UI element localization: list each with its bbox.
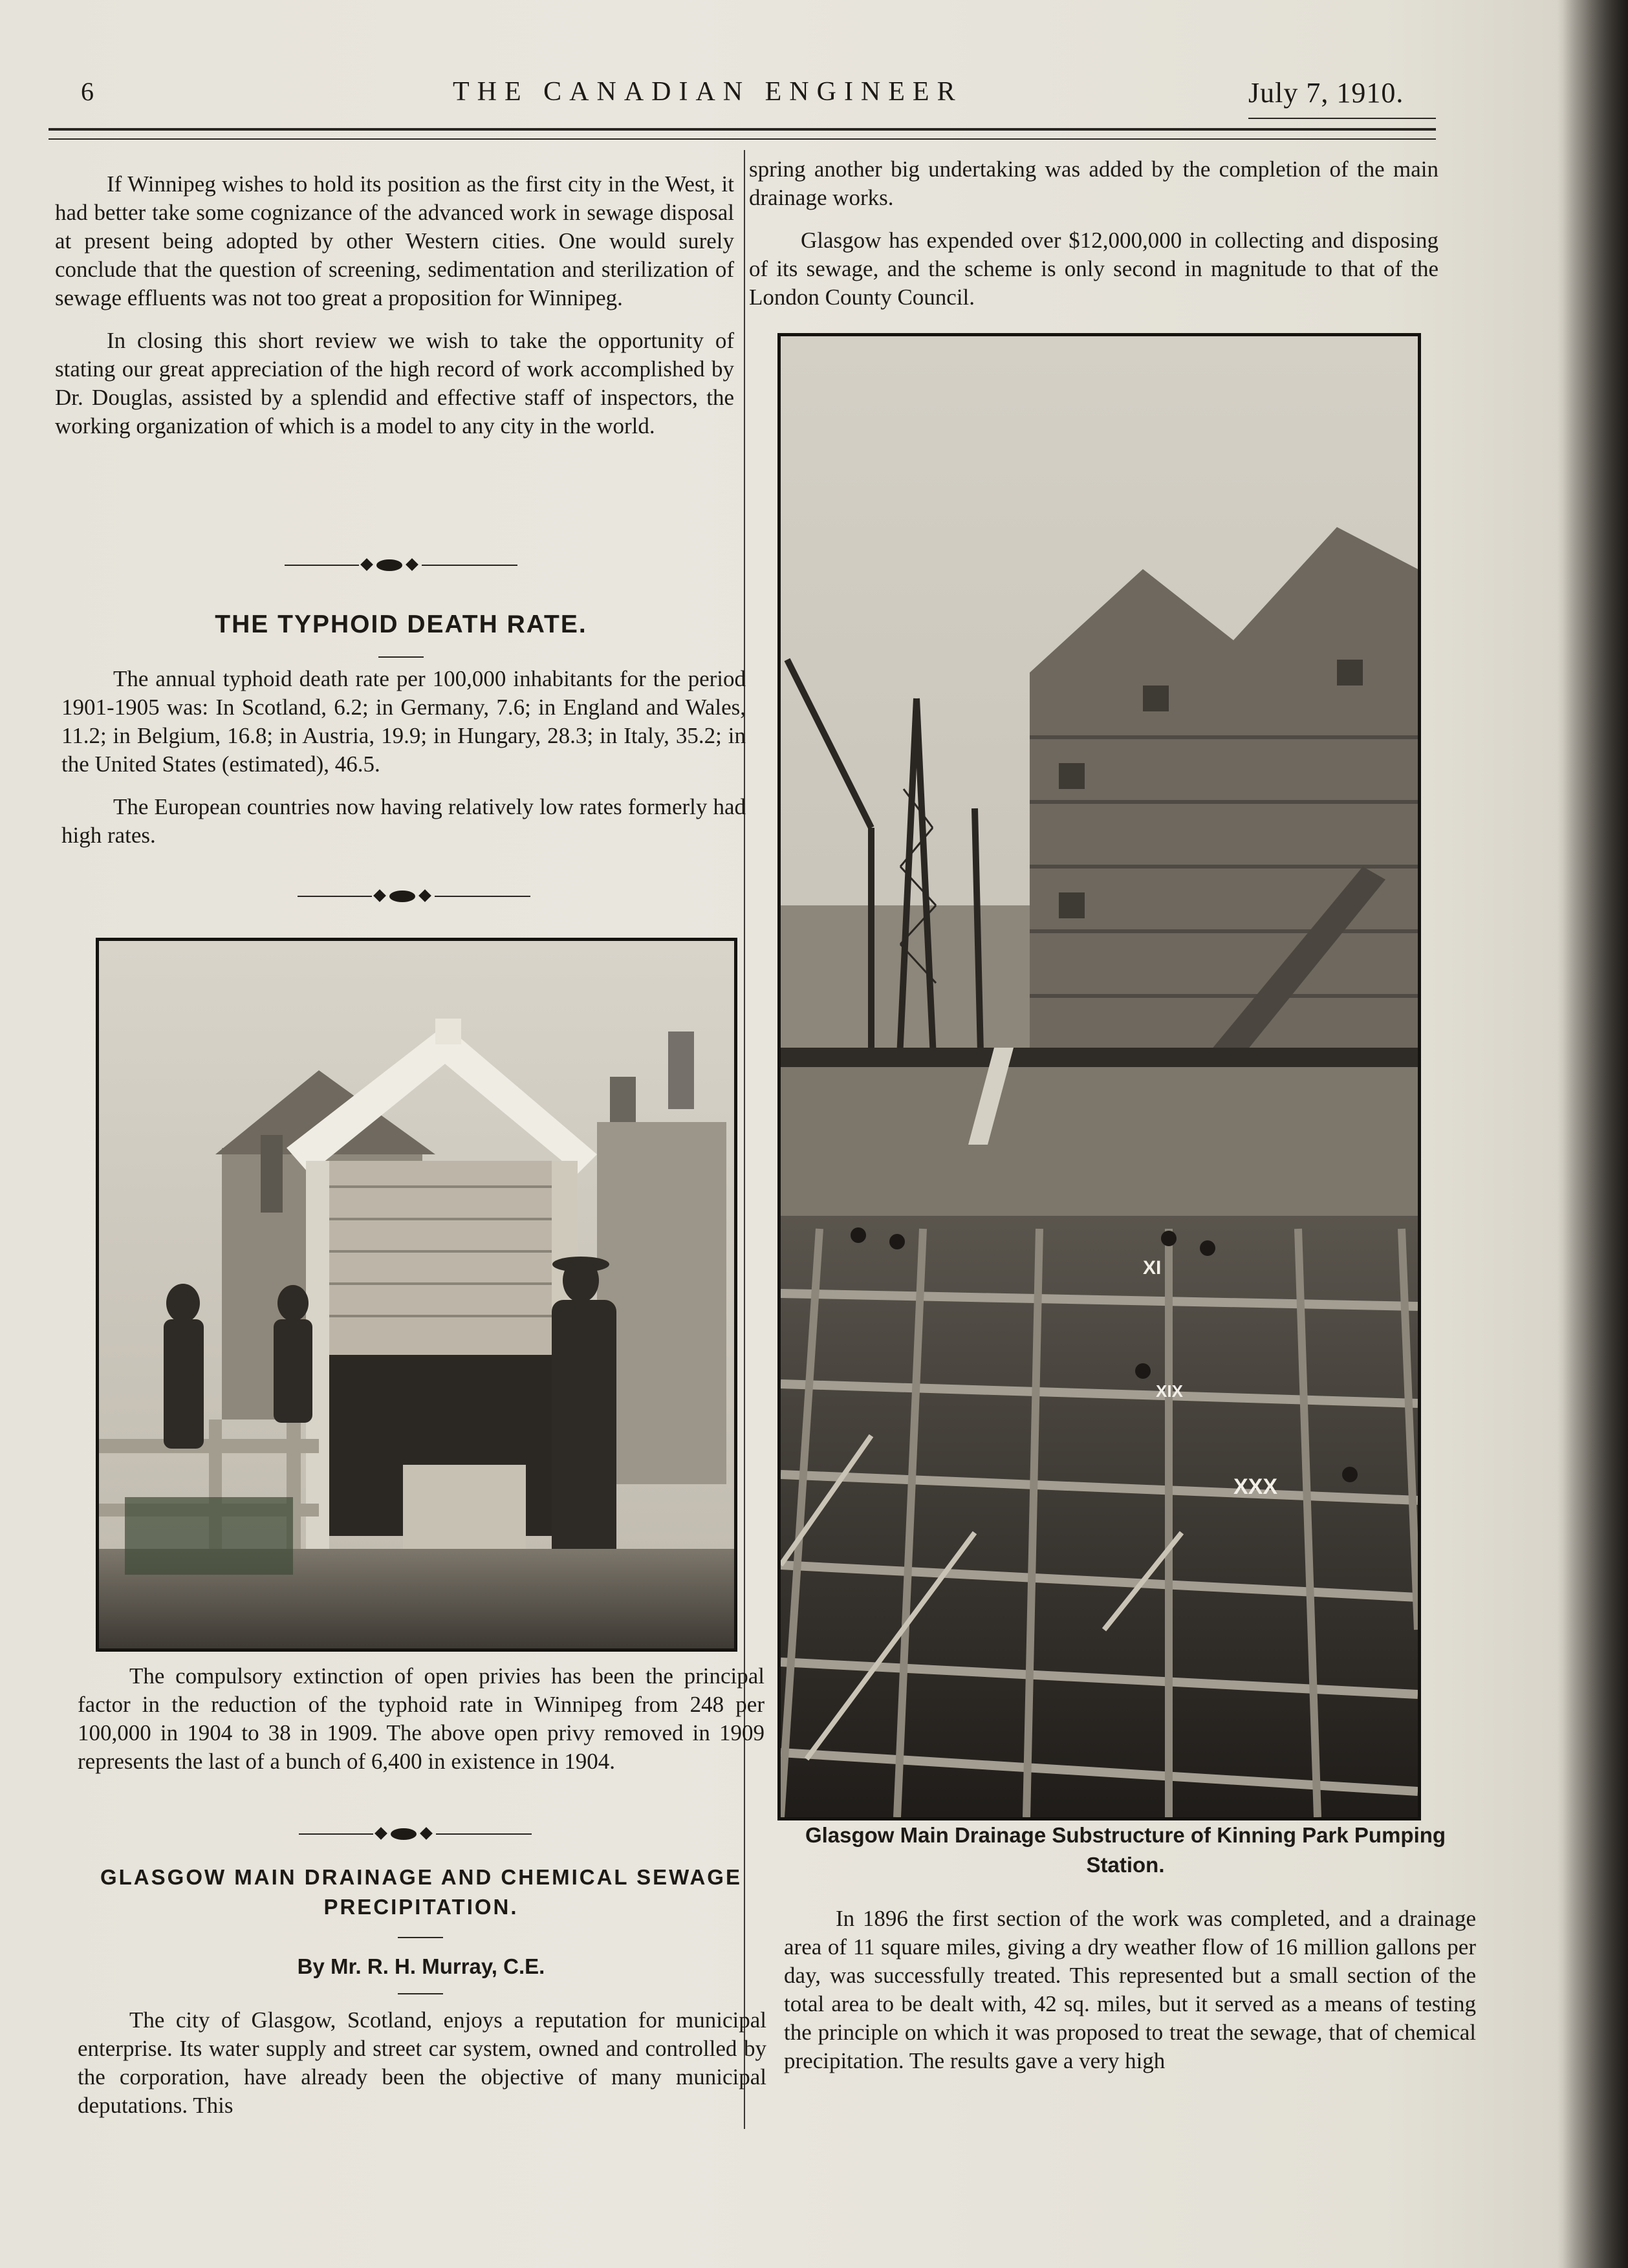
body-paragraph: In 1896 the first section of the work was completed, and a drainage area of 11 square miles, giving a dry weather flow of 16 million gallons per day, was successfully treated. This represented but a small section of the total area to be dealt with, 42 sq. miles, but it served as a means of testing the principle on which it was proposed to treat the sewage, that of chemical precipitation. The results gave a very high — [784, 1906, 1476, 2073]
pumping-station-photo — [777, 333, 1421, 1820]
body-paragraph: The European countries now having relatively low rates formerly had high rates. — [61, 794, 746, 848]
section-ornament — [298, 889, 530, 904]
column-divider — [744, 150, 745, 2129]
issue-date: July 7, 1910. — [1248, 77, 1404, 109]
body-paragraph: The annual typhoid death rate per 100,000 inhabitants for the period 1901-1905 was: In Scotland, 6.2; in Germany, 7.6; in England and Wales, 11.2; in Belgium, 16.8; in Austria, 19.9; in Hungary, 28.3; in Italy, 35.2; in the United States (estimated), 46.5. — [61, 666, 746, 777]
glasgow-continued — [749, 155, 1438, 326]
body-paragraph: Glasgow has expended over $12,000,000 in collecting and disposing of its sewage, and the scheme is only second in magnitude to that of the London County Council. — [749, 228, 1438, 310]
caption-text: The compulsory extinction of open privies has been the principal factor in the reduction of the typhoid rate in Winnipeg from 248 per 100,000 in 1904 to 38 in 1909. The above open privy removed in 1909 represents the last of a bunch of 6,400 in existence in 1904. — [78, 1663, 765, 1774]
typhoid-section — [61, 665, 746, 864]
section-ornament — [285, 557, 517, 573]
glasgow-article-heading: GLASGOW MAIN DRAINAGE AND CHEMICAL SEWAGE PRECIPITATION. — [100, 1865, 742, 1919]
heading-rule — [378, 656, 424, 658]
marking-xxx: XXX — [1233, 1474, 1278, 1499]
body-paragraph: spring another big undertaking was added by the completion of the main drainage works. — [749, 157, 1438, 210]
glasgow-article-intro — [78, 2006, 766, 2134]
header-rule-thick — [49, 128, 1436, 131]
winnipeg-section — [55, 170, 734, 455]
article-byline: By Mr. R. H. Murray, C.E. — [297, 1954, 545, 1978]
open-privy-illustration — [99, 941, 734, 1648]
header-date-rule — [1248, 118, 1436, 119]
body-paragraph: The city of Glasgow, Scotland, enjoys a reputation for municipal enterprise. Its water supply and street car system, owned and controlled by the corporation, have already been the objective of many municipal deputations. This — [78, 2007, 766, 2118]
book-spine-shadow — [1557, 0, 1628, 2268]
typhoid-heading: THE TYPHOID DEATH RATE. — [215, 610, 587, 638]
pumping-station-illustration — [781, 336, 1418, 1817]
marking-xi: XI — [1143, 1257, 1162, 1279]
open-privy-photo — [96, 938, 737, 1652]
body-paragraph: In closing this short review we wish to take the opportunity of stating our great appreciation of the high record of work accomplished by Dr. Douglas, assisted by a splendid and effective staff of inspectors, the working organization of which is a model to any city in the world. — [55, 328, 734, 438]
body-paragraph: If Winnipeg wishes to hold its position as the first city in the West, it had better take some cognizance of the advanced work in sewage disposal at present being adopted by other Western cities. One would surely conclude that the question of screening, sedimentation and sterilization of sewage effluents was not too great a proposition for Winnipeg. — [55, 171, 734, 310]
glasgow-results-section — [784, 1905, 1476, 2090]
marking-xix: XIX — [1156, 1381, 1183, 1401]
privy-caption — [78, 1662, 765, 1790]
pumping-station-caption: Glasgow Main Drainage Substructure of Kinning Park Pumping Station. — [805, 1823, 1446, 1877]
section-ornament — [299, 1826, 532, 1842]
byline-rule — [398, 1993, 443, 1994]
page-number: 6 — [81, 77, 95, 106]
heading-rule — [398, 1937, 443, 1938]
header-rule-thin — [49, 138, 1436, 140]
journal-title: THE CANADIAN ENGINEER — [453, 77, 963, 107]
